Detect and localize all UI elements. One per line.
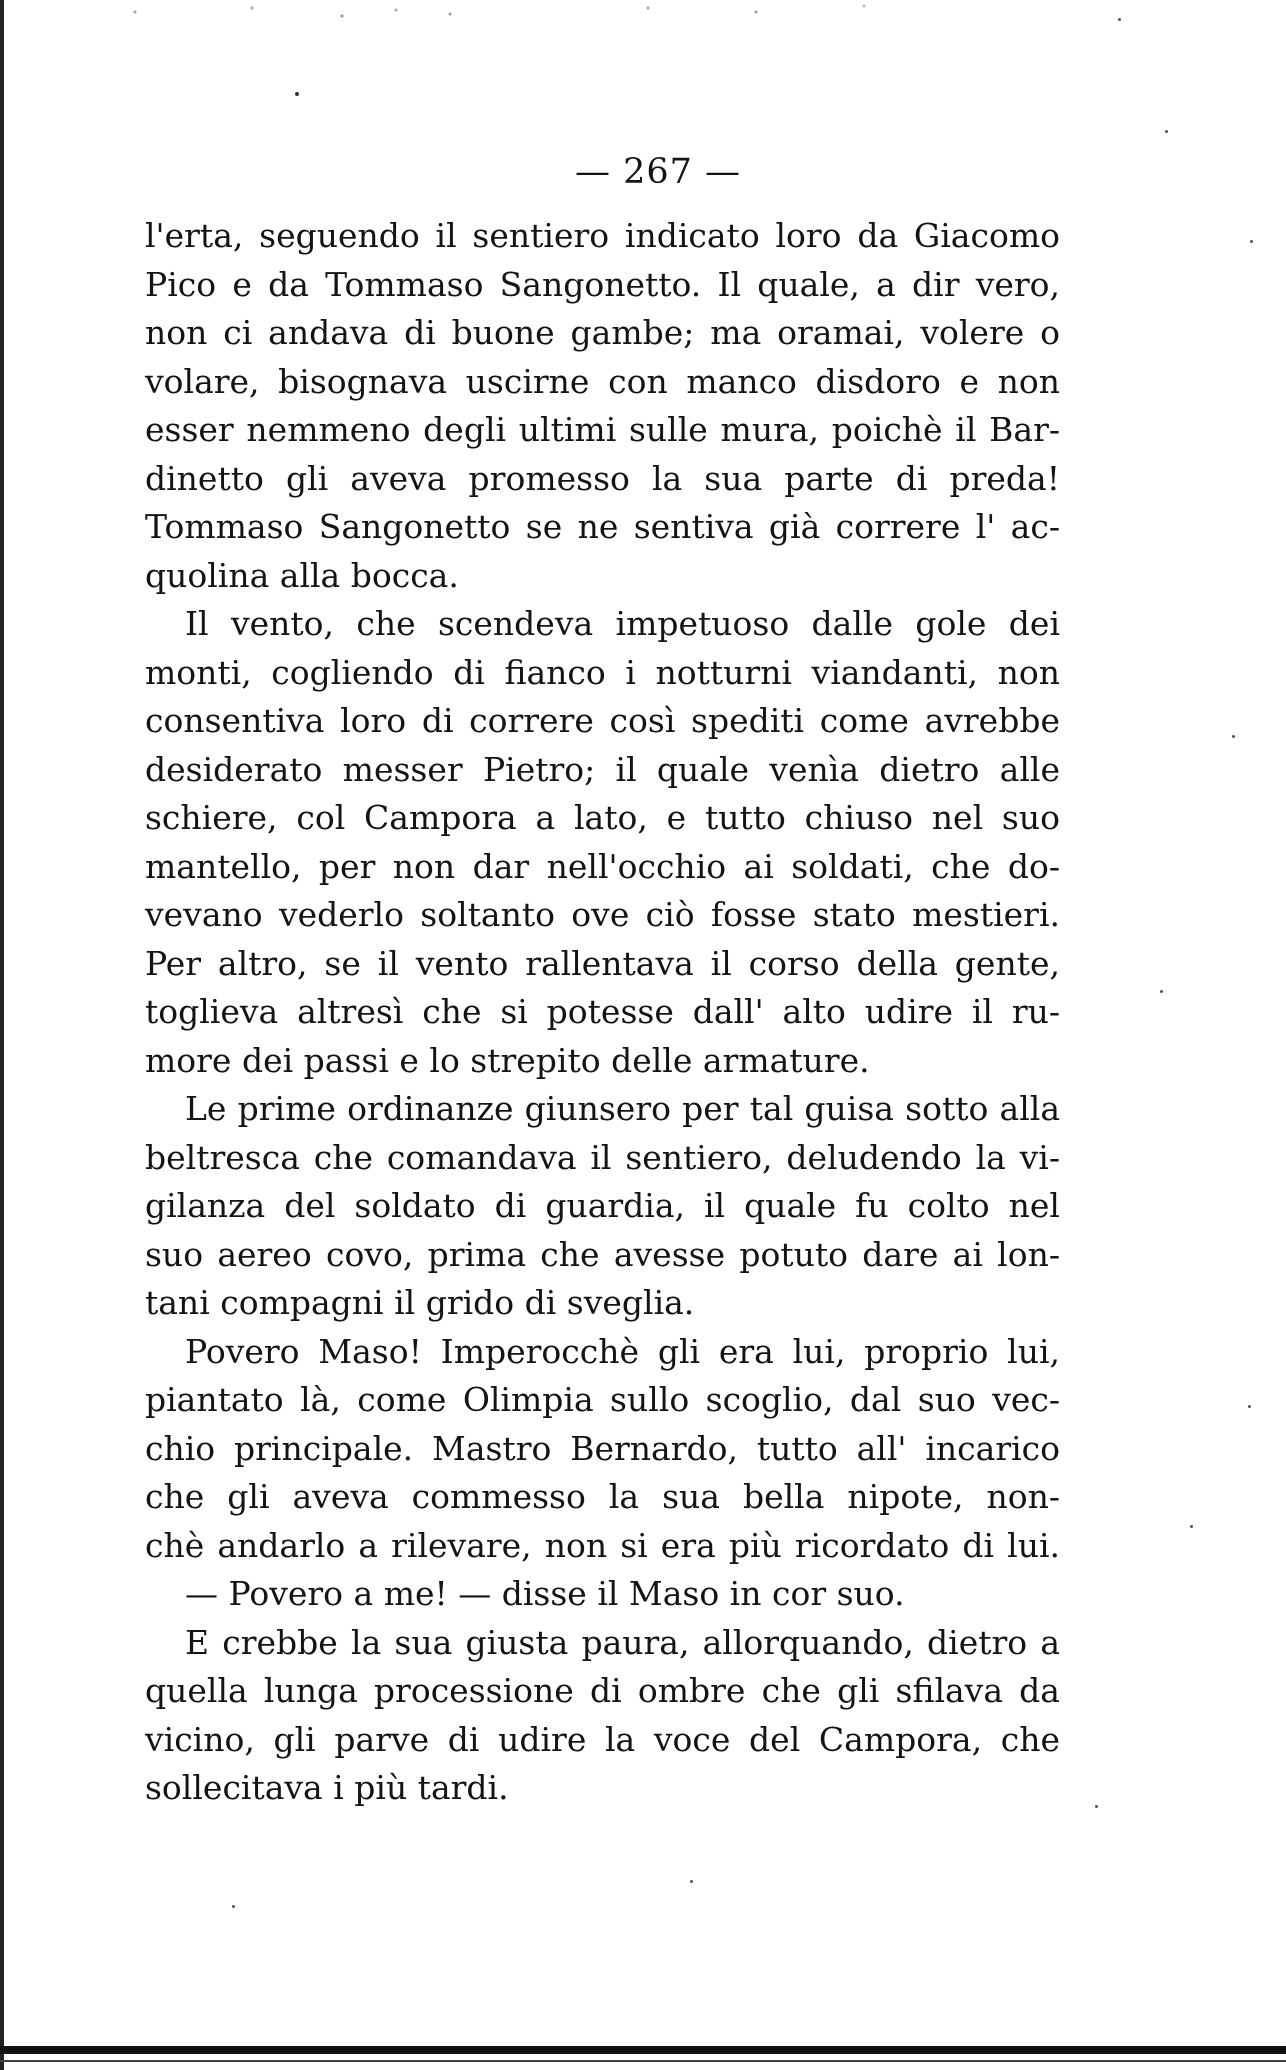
text-line: sollecitava i più tardi. [145,1768,509,1807]
scan-speck [1250,240,1253,243]
text-line: schiere, col Campora a lato, e tutto chiuso nel suo [145,798,1060,837]
text-line: Per altro, se il vento rallentava il corso della gente, [145,943,1060,983]
text-line: Tommaso Sangonetto se ne sentiva già correre l' ac- [145,507,1060,546]
scan-speck [295,92,299,96]
text-line: tani compagni il grido di sveglia. [145,1283,695,1322]
text-line: E crebbe la sua giusta paura, allorquando, dietro a [185,1622,1060,1662]
scan-speck [1248,1405,1251,1408]
text-line: Il vento, che scendeva impetuoso dalle gole dei [185,604,1060,643]
text-line: Povero Maso! Imperocchè gli era lui, proprio lui, [185,1331,1060,1371]
scan-speck [1232,735,1235,738]
text-line: gilanza del soldato di guardia, il quale fu colto nel [145,1186,1060,1225]
text-line: beltresca che comandava il sentiero, deludendo la vi- [145,1137,1060,1177]
page-bottom-edge [0,2046,1286,2054]
page-bottom-edge-thin [0,2060,1286,2062]
text-line: consentiva loro di correre così spediti come avrebbe [145,701,1060,740]
text-line: dinetto gli aveva promesso la sua parte di preda! [145,458,1060,498]
text-line: suo aereo covo, prima che avesse potuto dare ai lon- [145,1234,1060,1274]
text-line: toglieva altresì che si potesse dall' alto udire il ru- [145,992,1060,1031]
scan-speck [1165,130,1168,133]
text-line: l'erta, seguendo il sentiero indicato loro da Giacomo [145,216,1060,255]
text-line: — Povero a me! — disse il Maso in cor suo. [185,1574,905,1613]
text-line: more dei passi e lo strepito delle armature. [145,1040,870,1080]
text-line: non ci andava di buone gambe; ma oramai, volere o [145,313,1060,352]
body-text [145,212,1060,1813]
text-line: quella lunga processione di ombre che gli sfilava da [145,1671,1060,1710]
text-line: monti, cogliendo di fianco i notturni viandanti, non [145,652,1060,692]
text-line: Pico e da Tommaso Sangonetto. Il quale, a dir vero, [145,264,1060,304]
page-left-edge [0,0,4,2070]
page-number: — 267 — [574,152,742,192]
text-line: volare, bisognava uscirne con manco disdoro e non [145,361,1060,401]
scan-speck [232,1905,235,1908]
text-line: esser nemmeno degli ultimi sulle mura, poichè il Bar- [145,410,1060,449]
scan-speck [1118,18,1121,21]
text-line: mantello, per non dar nell'occhio ai soldati, che do- [145,846,1060,886]
text-line: vevano vederlo soltanto ove ciò fosse stato mestieri. [145,895,1060,934]
text-line: che gli aveva commesso la sua bella nipote, non- [145,1477,1060,1516]
text-line: piantato là, come Olimpia sullo scoglio, dal suo vec- [145,1380,1060,1419]
text-line: vicino, gli parve di udire la voce del Campora, che [145,1719,1060,1759]
text-line: quolina alla bocca. [145,555,459,595]
scan-speck [1160,990,1163,993]
text-line: Le prime ordinanze giunsero per tal guisa sotto alla [185,1089,1060,1128]
scan-speck [690,1880,693,1883]
scan-noise-top [90,0,990,40]
text-line: chè andarlo a rilevare, non si era più ricordato di lui. [145,1525,1060,1565]
scan-speck [1190,1525,1193,1528]
text-line: desiderato messer Pietro; il quale venìa dietro alle [145,749,1060,789]
scan-speck [1095,1805,1098,1808]
text-line: chio principale. Mastro Bernardo, tutto all' incarico [145,1428,1060,1468]
